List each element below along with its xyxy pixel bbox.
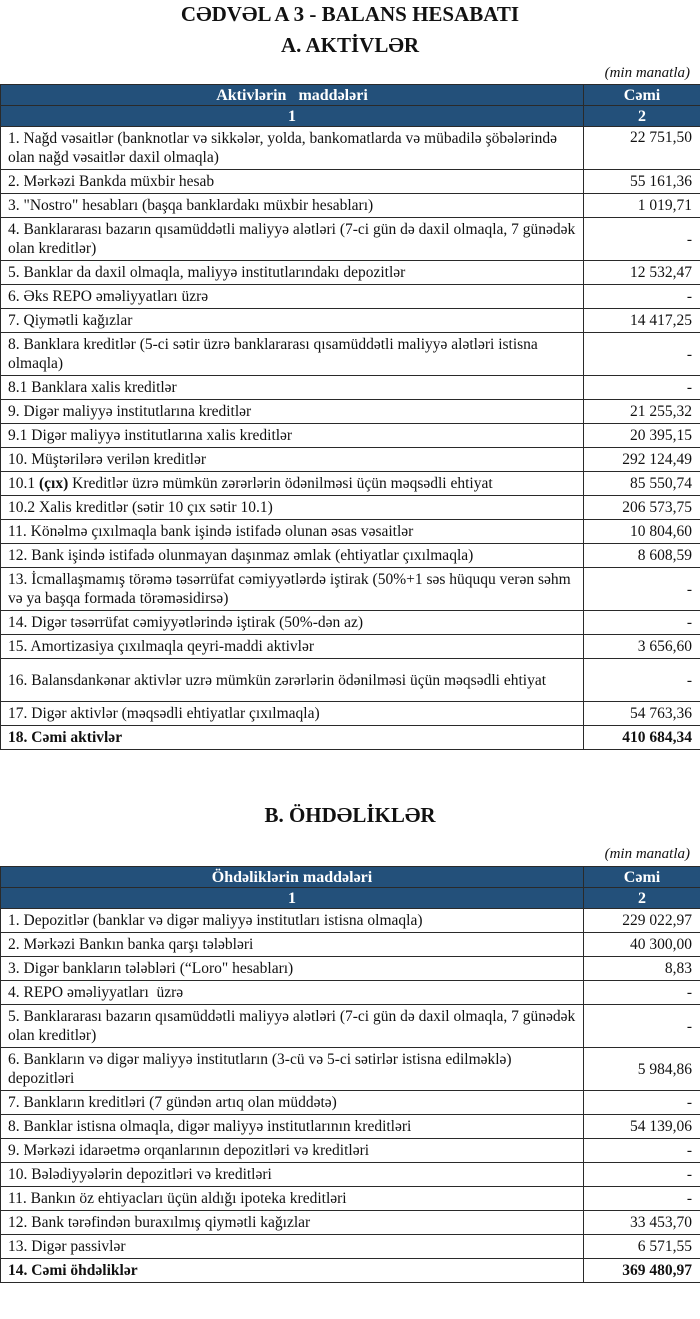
row-label: 10.2 Xalis kreditlər (sətir 10 çıx sətir 10.1) [1,496,584,520]
liabilities-col-total-header: Cəmi [584,867,700,888]
table-row [1,400,700,424]
row-value: 40 300,00 [584,933,700,957]
assets-col-number-1: 1 [1,106,584,127]
row-value: 54 139,06 [584,1115,700,1139]
row-value: 54 763,36 [584,702,700,726]
row-value: 229 022,97 [584,909,700,933]
row-label: 16. Balansdankənar aktivlər uzrə mümkün zərərlərin ödənilməsi üçün məqsədli ehtiyat [1,659,584,702]
table-row [1,261,700,285]
row-label: 7. Qiymətli kağızlar [1,309,584,333]
row-value: 6 571,55 [584,1235,700,1259]
table-row [1,1048,700,1091]
row-value: - [584,981,700,1005]
row-value: - [584,611,700,635]
table-row [1,127,700,170]
row-label: 11. Könəlmə çıxılmaqla bank işində istifadə olunan əsas vəsaitlər [1,520,584,544]
assets-col-number-2: 2 [584,106,700,127]
table-row [1,957,700,981]
row-label: 10. Bələdiyyələrin depozitləri və kreditləri [1,1163,584,1187]
row-value: 21 255,32 [584,400,700,424]
row-label [1,472,584,496]
row-value: - [584,659,700,702]
row-label: 1. Nağd vəsaitlər (banknotlar və sikkələr, yolda, bankomatlarda və mübadilə şöbələrində olan nağd vəsaitlər daxil olmaqla) [1,127,584,170]
row-label: 7. Bankların kreditləri (7 gündən artıq olan müddətə) [1,1091,584,1115]
row-value: 22 751,50 [584,127,700,170]
table-row [1,909,700,933]
row-label: 8. Banklar istisna olmaqla, digər maliyyə institutlarının kreditləri [1,1115,584,1139]
table-row [1,309,700,333]
row-label: 14. Digər təsərrüfat cəmiyyətlərində iştirak (50%-dən az) [1,611,584,635]
row-value: - [584,1005,700,1048]
table-row [1,1005,700,1048]
table-row [1,496,700,520]
liabilities-section-title: B. ÖHDƏLİKLƏR [264,803,436,827]
row-value: 206 573,75 [584,496,700,520]
table-row [1,520,700,544]
table-row [1,933,700,957]
table-row [1,333,700,376]
row-label-suffix: Kreditlər üzrə mümkün zərərlərin ödənilməsi üçün məqsədli ehtiyat [68,475,493,492]
row-value: 20 395,15 [584,424,700,448]
table-row [1,1187,700,1211]
table-row [1,218,700,261]
liabilities-col-items-header: Öhdəliklərin maddələri [1,867,584,888]
total-value: 410 684,34 [584,726,700,750]
row-value: 33 453,70 [584,1211,700,1235]
table-row [1,659,700,702]
row-value: 55 161,36 [584,170,700,194]
row-label: 9. Digər maliyyə institutlarına kreditlər [1,400,584,424]
row-label: 3. "Nostro" hesabları (başqa banklardakı müxbir hesabları) [1,194,584,218]
row-label: 1. Depozitlər (banklar və digər maliyyə institutları istisna olmaqla) [1,909,584,933]
row-value: 292 124,49 [584,448,700,472]
row-value: 14 417,25 [584,309,700,333]
table-row [1,1139,700,1163]
table-row [1,424,700,448]
row-label: 3. Digər bankların tələbləri (“Loro" hesabları) [1,957,584,981]
assets-total-row [1,726,700,750]
liabilities-col-number-2: 2 [584,888,700,909]
total-value: 369 480,97 [584,1259,700,1283]
table-row [1,1091,700,1115]
row-value: 1 019,71 [584,194,700,218]
row-label: 9. Mərkəzi idarəetmə orqanlarının depozitləri və kreditləri [1,1139,584,1163]
liabilities-unit-note: (min manatla) [604,846,690,862]
row-value: - [584,568,700,611]
table-row [1,1163,700,1187]
row-label-bold: (çıx) [39,475,69,492]
table-row [1,702,700,726]
row-label: 12. Bank işində istifadə olunmayan daşınmaz əmlak (ehtiyatlar çıxılmaqla) [1,544,584,568]
table-row [1,170,700,194]
row-value: - [584,1187,700,1211]
row-label: 2. Mərkəzi Bankda müxbir hesab [1,170,584,194]
liabilities-number-row [1,888,700,909]
row-label: 2. Mərkəzi Bankın banka qarşı tələbləri [1,933,584,957]
row-value: - [584,285,700,309]
row-label: 12. Bank tərəfindən buraxılmış qiymətli kağızlar [1,1211,584,1235]
total-label: 18. Cəmi aktivlər [1,726,584,750]
assets-col-total-header: Cəmi [584,85,700,106]
row-label: 9.1 Digər maliyyə institutlarına xalis kreditlər [1,424,584,448]
row-value: - [584,1139,700,1163]
table-row [1,981,700,1005]
row-label: 10. Müştərilərə verilən kreditlər [1,448,584,472]
assets-unit-note: (min manatla) [604,65,690,81]
row-label: 4. REPO əməliyyatları üzrə [1,981,584,1005]
table-row [1,1115,700,1139]
row-value: 12 532,47 [584,261,700,285]
row-value: - [584,1091,700,1115]
table-row [1,568,700,611]
row-label: 13. Digər passivlər [1,1235,584,1259]
row-value: - [584,218,700,261]
row-value: 8 608,59 [584,544,700,568]
table-row [1,448,700,472]
row-label: 8.1 Banklara xalis kreditlər [1,376,584,400]
row-value: 85 550,74 [584,472,700,496]
table-row [1,635,700,659]
row-label: 5. Banklar da daxil olmaqla, maliyyə institutlarındakı depozitlər [1,261,584,285]
row-value: - [584,376,700,400]
row-value: 3 656,60 [584,635,700,659]
row-value: 5 984,86 [584,1048,700,1091]
row-value: 8,83 [584,957,700,981]
table-row [1,611,700,635]
row-label: 8. Banklara kreditlər (5-ci sətir üzrə banklararası qısamüddətli maliyyə alətləri istisna olmaqla) [1,333,584,376]
table-row [1,1235,700,1259]
document-title: CƏDVƏL A 3 - BALANS HESABATI [180,2,520,26]
row-label: 6. Bankların və digər maliyyə institutların (3-cü və 5-ci sətirlər istisna edilməklə) depozitləri [1,1048,584,1091]
row-value: 10 804,60 [584,520,700,544]
assets-col-items-header: Aktivlərin maddələri [1,85,584,106]
row-value: - [584,333,700,376]
row-label: 13. İcmallaşmamış törəmə təsərrüfat cəmiyyətlərdə iştirak (50%+1 səs hüququ verən səhm və ya başqa formada törəməsidirsə) [1,568,584,611]
table-row [1,376,700,400]
assets-section-title: A. AKTİVLƏR [280,33,420,57]
liabilities-total-row [1,1259,700,1283]
table-row [1,285,700,309]
liabilities-col-number-1: 1 [1,888,584,909]
row-value: - [584,1163,700,1187]
table-row [1,1211,700,1235]
assets-number-row [1,106,700,127]
liabilities-header-row [1,867,700,888]
row-label: 4. Banklararası bazarın qısamüddətli maliyyə alətləri (7-ci gün də daxil olmaqla, 7 günədək olan kreditlər) [1,218,584,261]
row-label-prefix: 10.1 [8,475,39,492]
table-row [1,544,700,568]
row-label: 11. Bankın öz ehtiyacları üçün aldığı ipoteka kreditləri [1,1187,584,1211]
assets-table [0,84,700,750]
liabilities-table [0,866,700,1283]
row-label: 5. Banklararası bazarın qısamüddətli maliyyə alətləri (7-ci gün də daxil olmaqla, 7 günədək olan kreditlər) [1,1005,584,1048]
table-row [1,472,700,496]
total-label: 14. Cəmi öhdəliklər [1,1259,584,1283]
row-label: 6. Əks REPO əməliyyatları üzrə [1,285,584,309]
row-label: 15. Amortizasiya çıxılmaqla qeyri-maddi aktivlər [1,635,584,659]
table-row [1,194,700,218]
assets-header-row [1,85,700,106]
row-label: 17. Digər aktivlər (məqsədli ehtiyatlar çıxılmaqla) [1,702,584,726]
